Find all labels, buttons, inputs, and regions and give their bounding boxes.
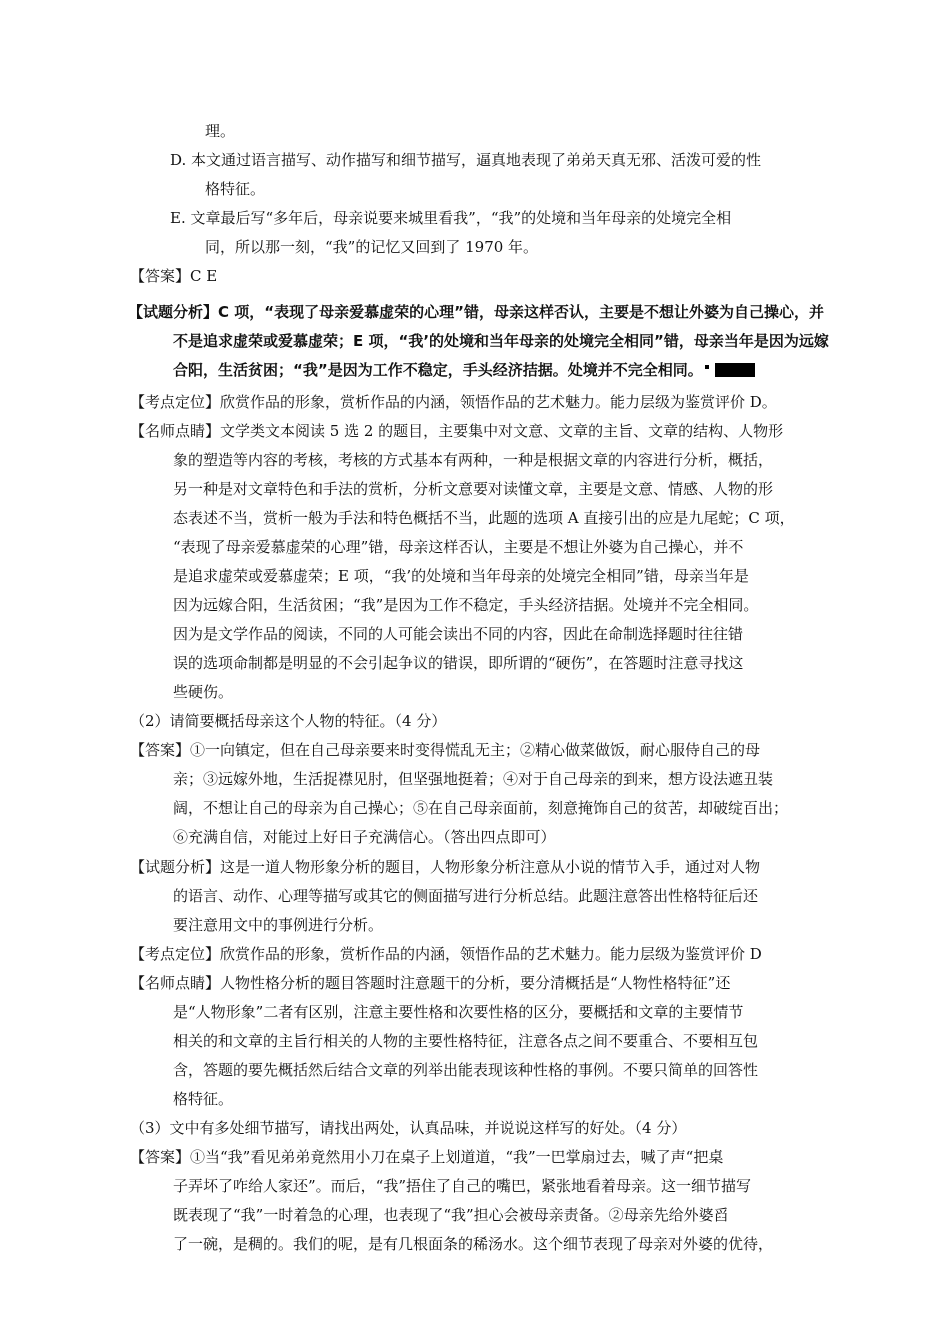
q3-question: （3）文中有多处细节描写，请找出两处，认真品味，并说说这样写的好处。（4 分） xyxy=(130,1119,687,1137)
option-d: D. 本文通过语言描写、动作描写和细节描写，逼真地表现了弟弟天真无邪、活泼可爱的性 格特征。 xyxy=(170,151,762,198)
redaction-tick xyxy=(705,365,709,369)
q2-question: （2）请简要概括母亲这个人物的特征。（4 分） xyxy=(130,712,447,730)
option-e: E. 文章最后写“多年后，母亲说要来城里看我”，“我”的处境和当年母亲的处境完全相 同，所以那一刻，“我”的记忆又回到了 1970 年。 xyxy=(170,209,732,256)
option-c-tail: 理。 xyxy=(205,122,236,140)
q1-analysis: 【试题分析】C 项，“表现了母亲爱慕虚荣的心理”错，母亲这样否认，主要是不想让外婆为自己操心，并 不是追求虚荣或爱慕虚荣；E 项，“我’的处境和当年母亲的处境完全相同”错，母亲当年是因为远嫁 合阳，生活贫困；“我”是因为工作不稳定，手头经济拮据。处境并不完全相同。 xyxy=(128,303,829,379)
q1-kaodian: 【考点定位】欣赏作品的形象，赏析作品的内涵，领悟作品的艺术魅力。能力层级为鉴赏评价 D。 xyxy=(130,393,777,411)
q3-answer: 【答案】①当“我”看见弟弟竟然用小刀在桌子上划道道，“我”一巴掌扇过去，喊了声“把桌 子弄坏了咋给人家还”。而后，“我”捂住了自己的嘴巴，紧张地看着母亲。这一细节描写 既表现了“我”一时着急的心理，也表现了“我”担心会被母亲责备。②母亲先给外婆舀 了一碗，是稠的。我们的呢，是有几根面条的稀汤水。这个细节表现了母亲对外婆的优待， xyxy=(130,1148,774,1253)
q1-answer: 【答案】C E xyxy=(130,267,218,285)
q2-mingshi: 【名师点睛】人物性格分析的题目答题时注意题干的分析，要分清概括是“人物性格特征”还 是“人物形象”二者有区别，注意主要性格和次要性格的区分，要概括和文章的主要情节 相关的和文章的主旨行相关的人物的主要性格特征，注意各点之间不要重合、不要相互包 含，答题的要先概括然后结合文章的列举出能表现该种性格的事例。不要只简单的回答性 格特征。 xyxy=(130,974,759,1108)
q2-analysis: 【试题分析】这是一道人物形象分析的题目，人物形象分析注意从小说的情节入手，通过对人物 的语言、动作、心理等描写或其它的侧面描写进行分析总结。此题注意答出性格特征后还 要注意用文中的事例进行分析。 xyxy=(130,858,761,934)
q2-kaodian: 【考点定位】欣赏作品的形象，赏析作品的内涵，领悟作品的艺术魅力。能力层级为鉴赏评价 D xyxy=(130,945,762,963)
redaction-block xyxy=(715,363,755,377)
q2-answer: 【答案】①一向镇定，但在自己母亲要来时变得慌乱无主；②精心做菜做饭，耐心服侍自己的母 亲；③远嫁外地，生活捉襟见肘，但坚强地挺着；④对于自己母亲的到来，想方设法遮丑装 阔，不想让自己的母亲为自己操心；⑤在自己母亲面前，刻意掩饰自己的贫苦，却破绽百出； ⑥充满自信，对能过上好日子充满信心。（答出四点即可） xyxy=(130,741,789,846)
q1-mingshi: 【名师点睛】文学类文本阅读 5 选 2 的题目，主要集中对文意、文章的主旨、文章的结构、人物形 象的塑造等内容的考核，考核的方式基本有两种，一种是根据文章的内容进行分析，概括， 另一种是对文章特色和手法的赏析，分析文意要对读懂文章，主要是文意、情感、人物的形 态表述不当，赏析一般为手法和特色概括不当，此题的选项 A 直接引出的应是九尾蛇；C 项， “表现了母亲爱慕虚荣的心理”错，母亲这样否认，主要是不想让外婆为自己操心，并不 是追求虚荣或爱慕虚荣；E 项，“我’的处境和当年母亲的处境完全相同”错，母亲当年是 因为远嫁合阳，生活贫困；“我”是因为工作不稳定，手头经济拮据。处境并不完全相同。 因为是文学作品的阅读，不同的人可能会读出不同的内容，因此在命制选择题时往往错 误的选项命制都是明显的不会引起争议的错误，即所谓的“硬伤”，在答题时注意寻找这 些硬伤。 xyxy=(130,422,795,701)
